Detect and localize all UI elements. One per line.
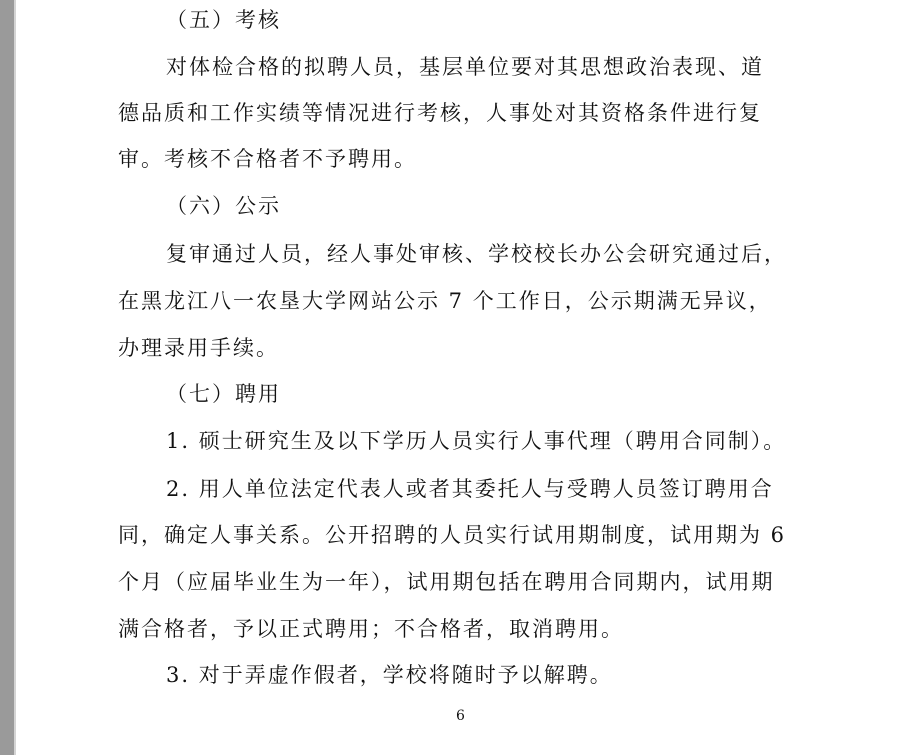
list-item: 1. 硕士研究生及以下学历人员实行人事代理（聘用合同制）。 bbox=[166, 429, 787, 453]
paragraph-line: 复审通过人员，经人事处审核、学校校长办公会研究通过后， bbox=[166, 242, 787, 266]
page-number: 6 bbox=[456, 708, 465, 724]
paragraph-line: 对体检合格的拟聘人员，基层单位要对其思想政治表现、道 bbox=[166, 55, 764, 79]
paragraph-line: 满合格者，予以正式聘用；不合格者，取消聘用。 bbox=[118, 617, 624, 641]
section-heading-six: （六）公示 bbox=[166, 194, 281, 218]
viewer-left-edge bbox=[0, 0, 14, 755]
section-heading-five: （五）考核 bbox=[166, 8, 281, 32]
paragraph-line: 办理录用手续。 bbox=[118, 336, 279, 360]
list-item: 3. 对于弄虚作假者，学校将随时予以解聘。 bbox=[166, 663, 613, 687]
paragraph-line: 个月（应届毕业生为一年），试用期包括在聘用合同期内，试用期 bbox=[118, 570, 775, 594]
list-item: 2. 用人单位法定代表人或者其委托人与受聘人员签订聘用合 bbox=[166, 477, 774, 501]
paragraph-line: 同，确定人事关系。公开招聘的人员实行试用期制度，试用期为 6 bbox=[118, 523, 787, 547]
paragraph-line: 在黑龙江八一农垦大学网站公示 7 个工作日，公示期满无异议， bbox=[118, 289, 772, 313]
section-heading-seven: （七）聘用 bbox=[166, 382, 281, 406]
paragraph-line: 审。考核不合格者不予聘用。 bbox=[118, 147, 417, 171]
document-page bbox=[16, 0, 904, 755]
paragraph-line: 德品质和工作实绩等情况进行考核，人事处对其资格条件进行复 bbox=[118, 101, 762, 125]
